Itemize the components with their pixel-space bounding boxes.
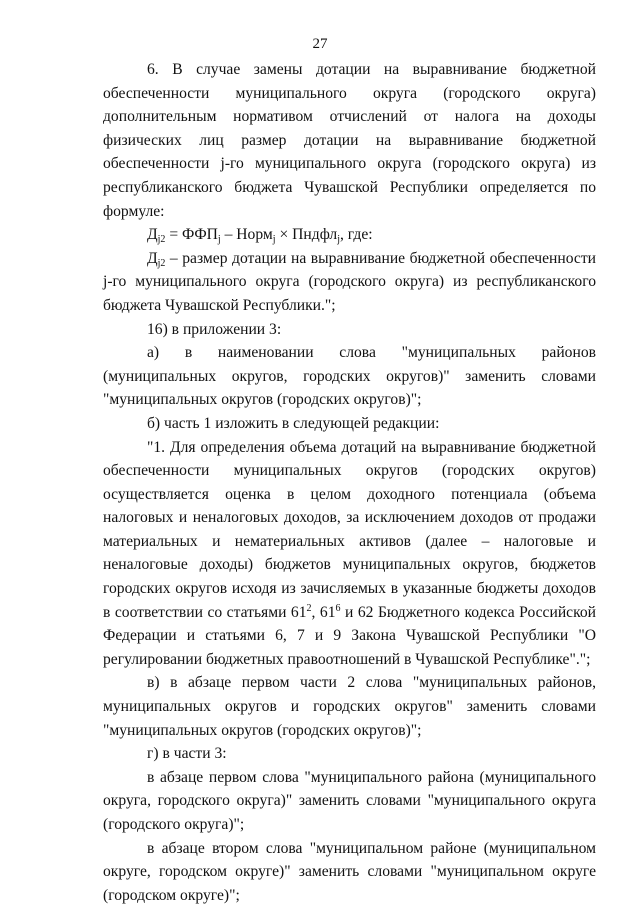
definition-symbol: Д bbox=[147, 249, 158, 267]
formula-ffp: = ФФП bbox=[165, 226, 218, 244]
formula-definition bbox=[103, 247, 596, 318]
formula bbox=[103, 223, 596, 247]
part-1-text-a: "1. Для определения объема дотаций на выравнивание бюджетной обеспеченности муниципальных округов (городских округов) осуществляется оценка в целом доходного потенциала (объема налоговых и неналоговых доходов, за исключением доходов от продажи материальных и нематериальных активов (далее – налоговые и неналоговые доходы) бюджетов муниципальных округов, бюджетов городских округов исходя из зачисляемых в указанные бюджеты доходов в соответствии со статьями 61 bbox=[103, 438, 596, 621]
formula-pndfl: × Пндфл bbox=[275, 226, 338, 244]
item-v: в) в абзаце первом части 2 слова "муниципальных районов, муниципальных округов и городских округов" заменить словами "муниципальных округов (городских округов)"; bbox=[103, 674, 596, 739]
formula-norm: – Норм bbox=[220, 226, 273, 244]
item-b: б) часть 1 изложить в следующей редакции: bbox=[147, 414, 440, 432]
part-1-new-text bbox=[103, 436, 596, 672]
formula-tail: , где: bbox=[340, 226, 373, 244]
part-1-text-b: , 61 bbox=[311, 603, 336, 621]
part-1-text-c: и 62 Бюджетного кодекса Российской Федерации и статьями 6, 7 и 9 Закона Чувашской Республики "О регулировании бюджетных правоотношений в Чувашской Республике"."; bbox=[103, 603, 597, 668]
formula-pndfl-sub: j bbox=[337, 234, 340, 246]
article-sup-2: 2 bbox=[306, 602, 312, 614]
paragraph-6: 6. В случае замены дотации на выравнивание бюджетной обеспеченности муниципального округа (городского округа) дополнительным нормативом отчислений от налога на доходы физических лиц размер дотации на выравнивание бюджетной обеспеченности j-го муниципального округа (городского округа) из республиканского бюджета Чувашской Республики определяется по формуле: bbox=[103, 61, 596, 220]
item-g: г) в части 3: bbox=[147, 745, 227, 763]
page-number: 27 bbox=[312, 36, 328, 52]
document-body bbox=[103, 58, 596, 907]
formula-lhs-sub: j2 bbox=[157, 234, 166, 246]
item-16: 16) в приложении 3: bbox=[147, 320, 282, 338]
item-g-paragraph-1: в абзаце первом слова "муниципального района (муниципального округа, городского округа)" заменить словами "муниципального округа (городского округа)"; bbox=[103, 768, 596, 833]
item-a: а) в наименовании слова "муниципальных районов (муниципальных округов, городских округов)" заменить словами "муниципальных округов (городских округов)"; bbox=[103, 344, 596, 409]
article-sup-6: 6 bbox=[335, 602, 341, 614]
definition-text: – размер дотации на выравнивание бюджетной обеспеченности j-го муниципального округа (городского округа) из республиканского бюджета Чувашской Республики."; bbox=[103, 249, 596, 314]
definition-symbol-sub: j2 bbox=[157, 257, 166, 269]
item-g-paragraph-2: в абзаце втором слова "муниципальном районе (муниципальном округе, городском округе)" заменить словами "муниципальном округе (городском округе)"; bbox=[103, 839, 596, 904]
formula-norm-sub: j bbox=[272, 234, 276, 246]
formula-lhs: Д bbox=[147, 226, 158, 244]
formula-ffp-sub: j bbox=[217, 234, 221, 246]
